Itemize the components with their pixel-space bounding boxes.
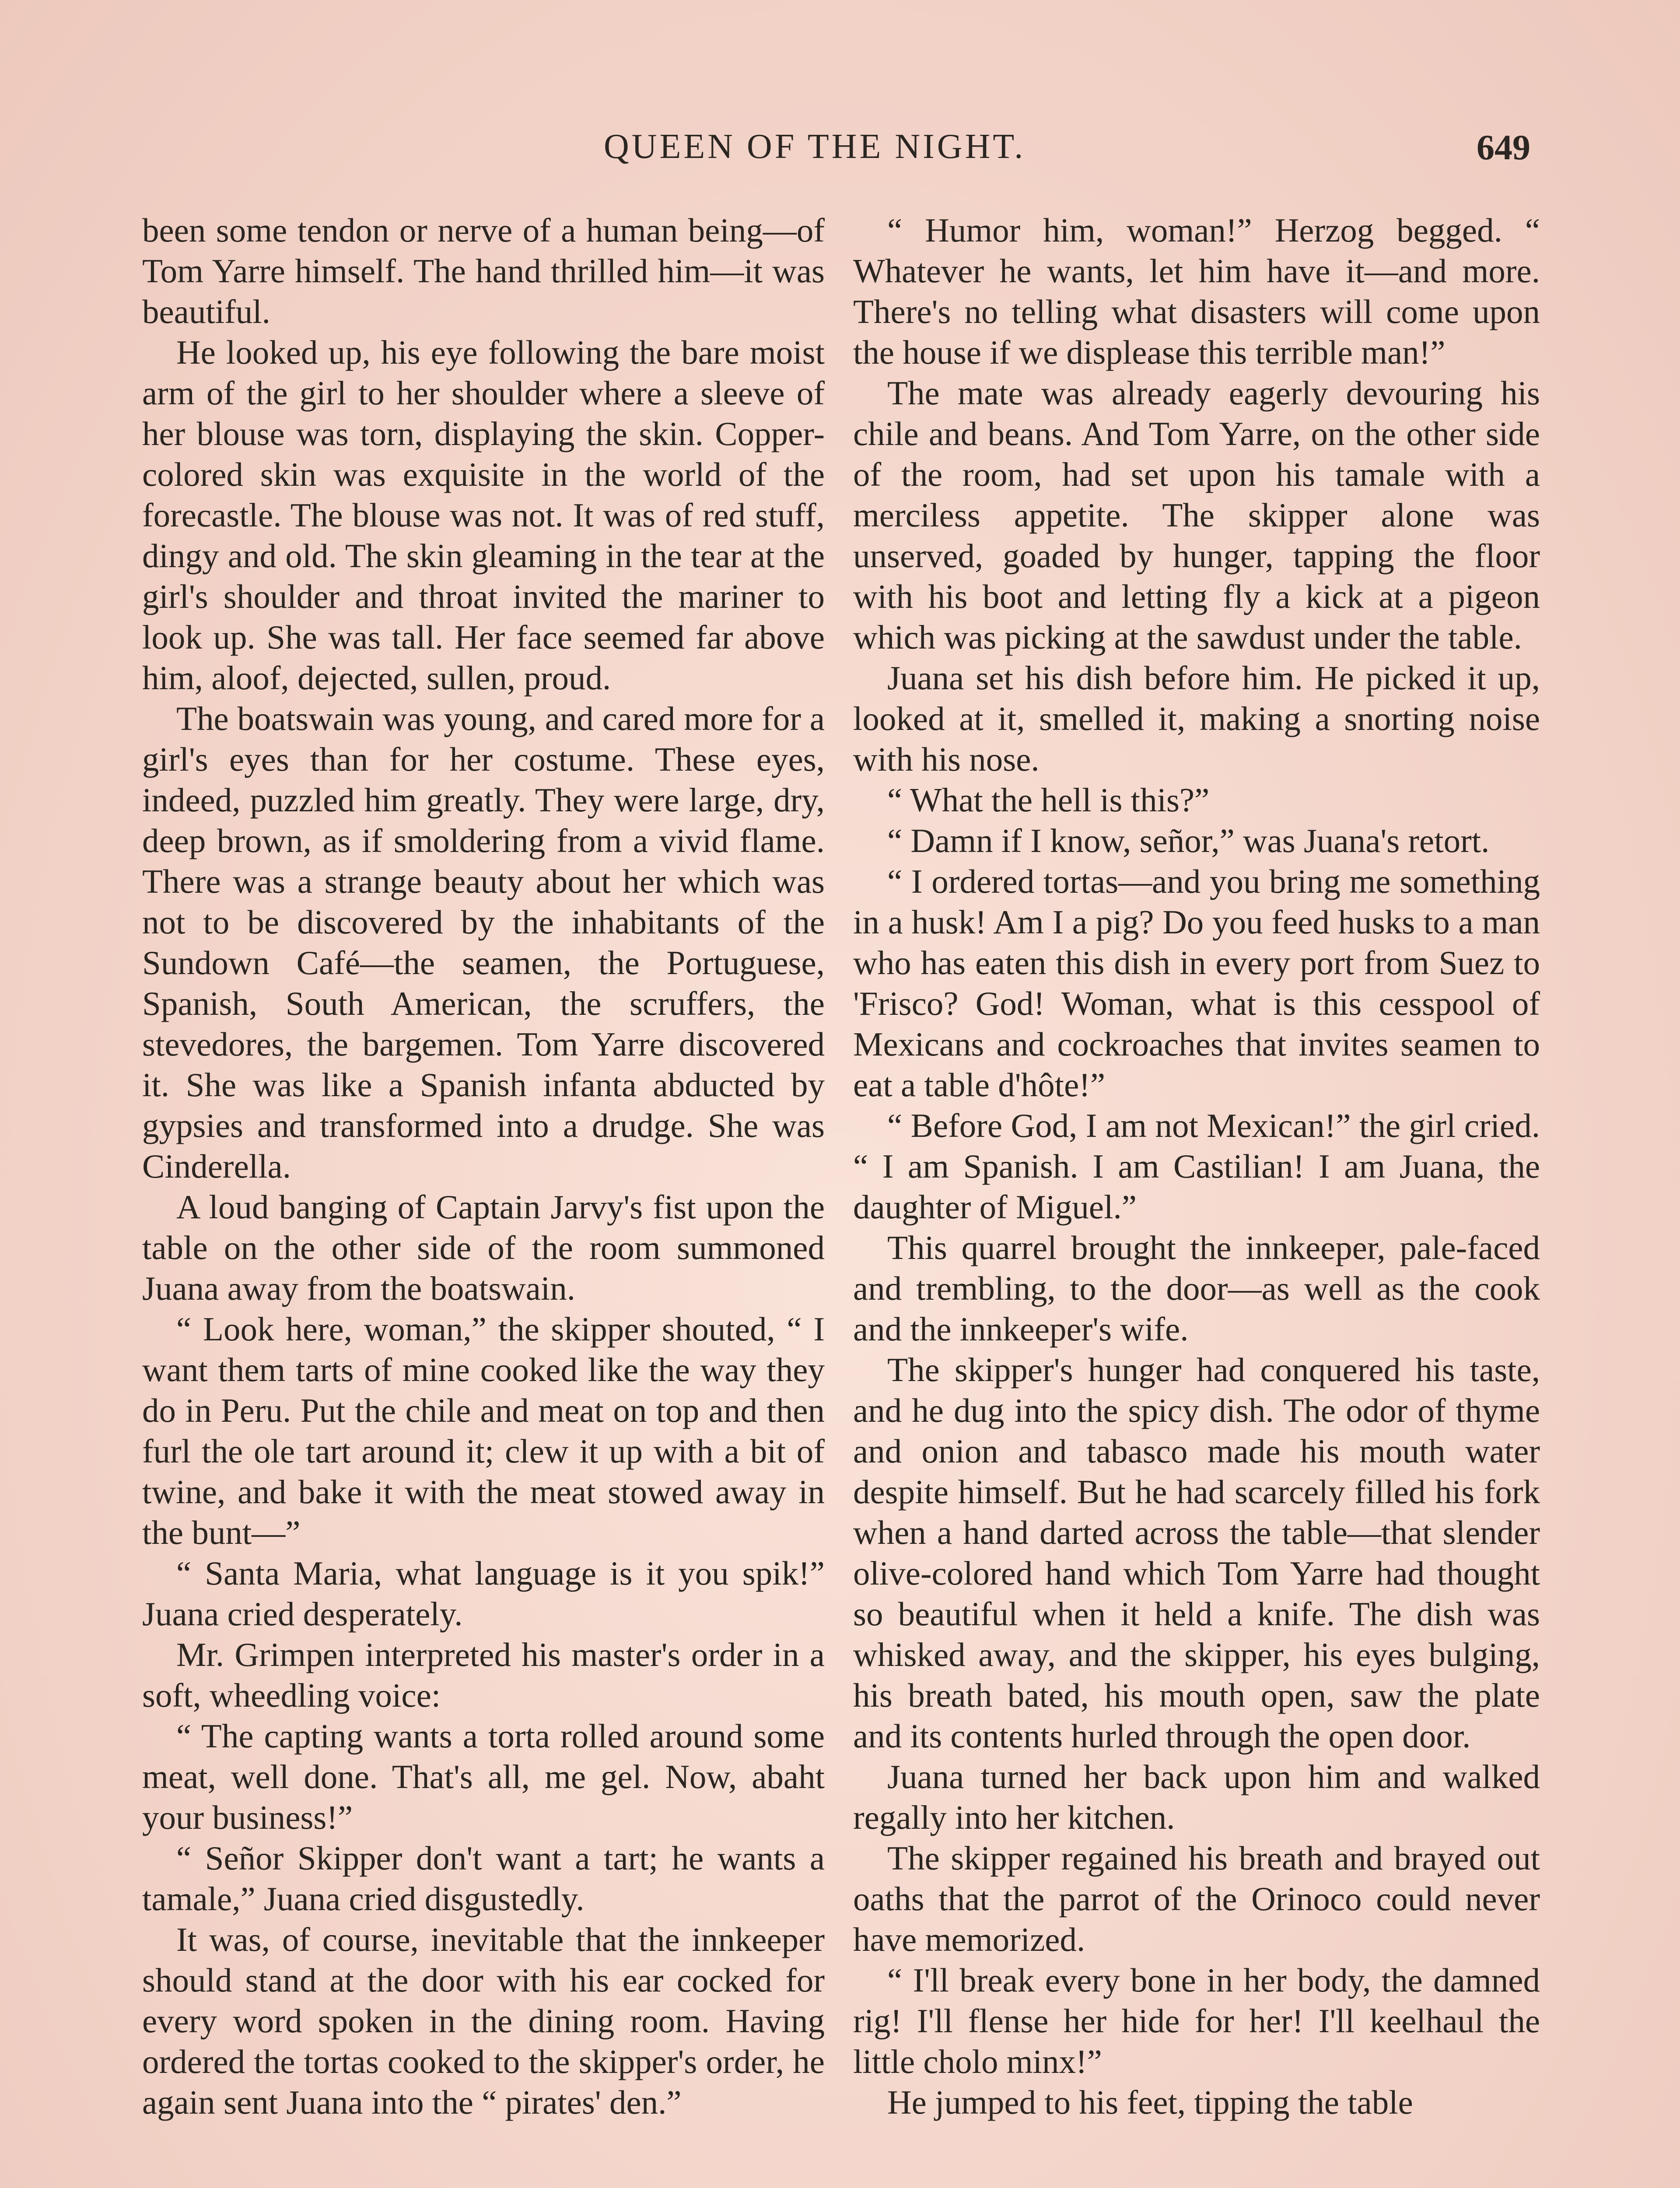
paragraph: “ Damn if I know, señor,” was Juana's retort. [887, 822, 1490, 859]
paragraph: “ Before God, I am not Mexican!” the girl cried. “ I am Spanish. I am Castilian! I am Juana, the daughter of Miguel.” [853, 1107, 1540, 1226]
paragraph: The boatswain was young, and cared more for a girl's eyes than for her costume. These eyes, indeed, puzzled him greatly. They were large, dry, deep brown, as if smoldering from a vivid flame. There was a strange beauty about her which was not to be discovered by the inhabitants of the Sundown Café—the seamen, the Portuguese, Spanish, South American, the scruffers, the stevedores, the bargemen. Tom Yarre discovered it. She was like a Spanish infanta abducted by gypsies and transformed into a drudge. She was Cinderella. [142, 700, 825, 1185]
paragraph: The mate was already eagerly devouring his chile and beans. And Tom Yarre, on the other side of the room, had set upon his tamale with a merciless appetite. The skipper alone was unserved, goaded by hunger, tapping the floor with his boot and letting fly a kick at a pigeon which was picking at the sawdust under the table. [853, 374, 1540, 656]
paragraph: “ The capting wants a torta rolled around some meat, well done. That's all, me gel. Now, abaht your business!” [142, 1717, 825, 1836]
paragraph: He jumped to his feet, tipping the table [887, 2083, 1413, 2121]
paragraph: Juana set his dish before him. He picked it up, looked at it, smelled it, making a snorting noise with his nose. [853, 659, 1540, 778]
page-header [0, 127, 1680, 179]
paragraph: He looked up, his eye following the bare moist arm of the girl to her shoulder where a sleeve of her blouse was torn, displaying the skin. Copper-colored skin was exquisite in the world of the forecastle. The blouse was not. It was of red stuff, dingy and old. The skin gleaming in the tear at the girl's shoulder and throat invited the mariner to look up. She was tall. Her face seemed far above him, aloof, dejected, sullen, proud. [142, 333, 825, 697]
paragraph: It was, of course, inevitable that the innkeeper should stand at the door with his ear cocked for every word spoken in the dining room. Having ordered the tortas cooked to the skipper's order, he again sent Juana into the “ pirates' den.” [142, 1921, 825, 2121]
paragraph: The skipper regained his breath and brayed out oaths that the parrot of the Orinoco could never have memorized. [853, 1839, 1540, 1958]
page-number: 649 [1477, 127, 1530, 167]
paragraph: “ I ordered tortas—and you bring me something in a husk! Am I a pig? Do you feed husks to a man who has eaten this dish in every port from Suez to 'Frisco? God! Woman, what is this cesspool of Mexicans and cockroaches that invites seamen to eat a table d'hôte!” [853, 863, 1540, 1104]
paragraph: “ Santa Maria, what language is it you spik!” Juana cried desperately. [142, 1554, 825, 1633]
paragraph: “ Humor him, woman!” Herzog begged. “ Whatever he wants, let him have it—and more. There's no telling what disasters will come upon the house if we displease this terrible man!” [853, 211, 1540, 371]
paragraph: The skipper's hunger had conquered his taste, and he dug into the spicy dish. The odor of thyme and onion and tabasco made his mouth water despite himself. But he had scarcely filled his fork when a hand darted across the table—that slender olive-colored hand which Tom Yarre had thought so beautiful when it held a knife. The dish was whisked away, and the skipper, his eyes bulging, his breath bated, his mouth open, saw the plate and its contents hurled through the open door. [853, 1351, 1540, 1755]
paragraph: Juana turned her back upon him and walked regally into her kitchen. [853, 1758, 1540, 1836]
paragraph: “ I'll break every bone in her body, the damned rig! I'll flense her hide for her! I'll keelhaul the little cholo minx!” [853, 1961, 1540, 2080]
running-head: QUEEN OF THE NIGHT. [604, 127, 1026, 166]
paragraph: “ Señor Skipper don't want a tart; he wants a tamale,” Juana cried disgustedly. [142, 1839, 825, 1918]
right-text-column [853, 210, 1540, 2123]
paragraph: A loud banging of Captain Jarvy's fist upon the table on the other side of the room summoned Juana away from the boatswain. [142, 1188, 825, 1307]
paragraph: “ Look here, woman,” the skipper shouted, “ I want them tarts of mine cooked like the way they do in Peru. Put the chile and meat on top and then furl the ole tart around it; clew it up with a bit of twine, and bake it with the meat stowed away in the bunt—” [142, 1310, 825, 1551]
paragraph: “ What the hell is this?” [887, 781, 1210, 819]
paragraph: This quarrel brought the innkeeper, pale-faced and trembling, to the door—as well as the cook and the innkeeper's wife. [853, 1229, 1540, 1348]
paragraph: been some tendon or nerve of a human being—of Tom Yarre himself. The hand thrilled him—it was beautiful. [142, 211, 825, 330]
left-text-column [142, 210, 825, 2123]
paragraph: Mr. Grimpen interpreted his master's order in a soft, wheedling voice: [142, 1636, 825, 1714]
